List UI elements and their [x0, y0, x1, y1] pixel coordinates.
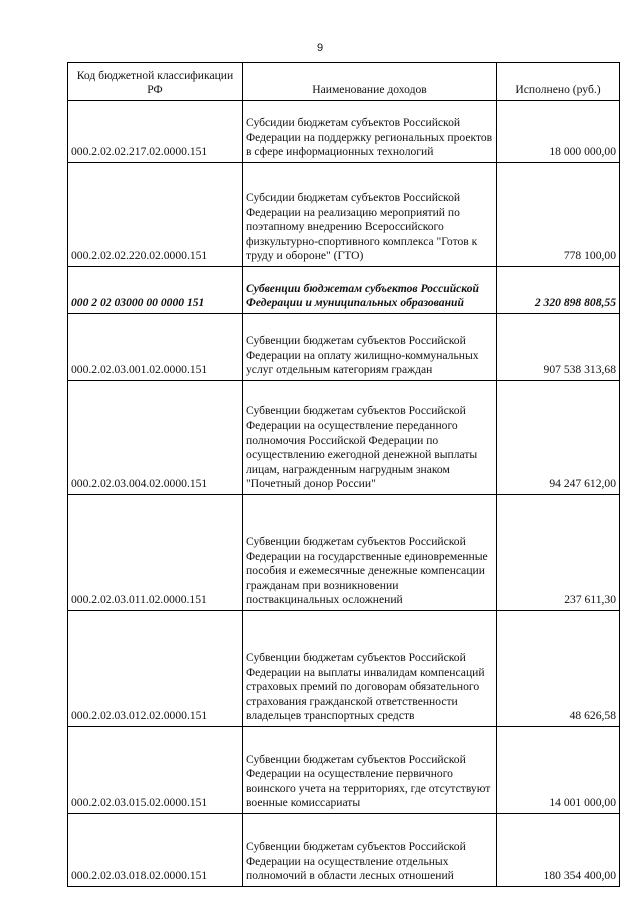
page-number: 9 — [316, 42, 324, 54]
row-code: 000.2.02.03.011.02.0000.151 — [68, 495, 243, 611]
row-code: 000.2.02.03.012.02.0000.151 — [68, 611, 243, 727]
row-amount: 2 320 898 808,55 — [497, 267, 620, 314]
row-amount: 48 626,58 — [497, 611, 620, 727]
table-row — [68, 495, 620, 611]
table-row — [68, 611, 620, 727]
table-body — [68, 101, 620, 887]
row-name-text: Субсидии бюджетам субъектов Российской Федерации на реализацию мероприятий по поэтапному внедрению Всероссийского физкультурно-спортивного комплекса "Готов к труду и обороне" (ГТО) — [246, 191, 478, 263]
blank-line — [246, 636, 493, 651]
row-amount: 907 538 313,68 — [497, 314, 620, 381]
row-amount: 94 247 612,00 — [497, 381, 620, 495]
row-name — [243, 314, 497, 381]
row-amount: 180 354 400,00 — [497, 814, 620, 887]
table-row — [68, 314, 620, 381]
row-amount: 778 100,00 — [497, 163, 620, 267]
row-name-text: Субвенции бюджетам субъектов Российской Федерации на осуществление отдельных полномочий в области лесных отношений — [246, 840, 466, 883]
row-name — [243, 163, 497, 267]
blank-line — [246, 520, 493, 535]
row-amount: 18 000 000,00 — [497, 101, 620, 163]
blank-line — [246, 176, 493, 191]
row-code: 000.2.02.03.015.02.0000.151 — [68, 727, 243, 814]
table-header-row — [68, 63, 620, 101]
header-code: Код бюджетной классификации РФ — [68, 63, 243, 101]
row-name-text: Субвенции бюджетам субъектов Российской Федерации на государственные единовременные пособия и ежемесячные денежные компенсации гражданам при возникновении поствакцинальных осложнений — [246, 535, 488, 607]
row-name — [243, 495, 497, 611]
row-code: 000.2.02.03.001.02.0000.151 — [68, 314, 243, 381]
row-amount: 237 611,30 — [497, 495, 620, 611]
header-amount: Исполнено (руб.) — [497, 63, 620, 101]
row-name — [243, 611, 497, 727]
blank-line — [246, 738, 493, 753]
table-row — [68, 101, 620, 163]
row-code: 000.2.02.02.220.02.0000.151 — [68, 163, 243, 267]
header-name: Наименование доходов — [243, 63, 497, 101]
row-name — [243, 727, 497, 814]
row-code: 000.2.02.03.004.02.0000.151 — [68, 381, 243, 495]
row-name-text: Субвенции бюджетам субъектов Российской Федерации и муниципальных образований — [246, 281, 479, 310]
row-name-text: Субвенции бюджетам субъектов Российской Федерации на осуществление первичного воинского учета на территориях, где отсутствуют военные комиссариаты — [246, 752, 491, 810]
row-name — [243, 814, 497, 887]
table-row — [68, 814, 620, 887]
row-code: 000.2.02.03.018.02.0000.151 — [68, 814, 243, 887]
table-row — [68, 267, 620, 314]
row-name-text: Субвенции бюджетам субъектов Российской Федерации на осуществление переданного полномочия Российской Федерации по осуществлению ежегодной денежной выплаты лицам, награжденным нагрудным знаком "Почетный донор России" — [246, 404, 478, 491]
row-amount: 14 001 000,00 — [497, 727, 620, 814]
blank-line — [246, 390, 493, 405]
blank-line — [246, 826, 493, 841]
row-name-text: Субвенции бюджетам субъектов Российской Федерации на выплаты инвалидам компенсаций страховых премий по договорам обязательного страхования гражданской ответственности владельцев транспортных средств — [246, 651, 485, 723]
row-code: 000.2.02.02.217.02.0000.151 — [68, 101, 243, 163]
row-name — [243, 101, 497, 163]
revenue-table — [67, 62, 620, 887]
table-row — [68, 163, 620, 267]
row-name-text: Субсидии бюджетам субъектов Российской Федерации на поддержку региональных проектов в сфере информационных технологий — [246, 116, 493, 159]
table-row — [68, 727, 620, 814]
row-name — [243, 267, 497, 314]
row-code: 000 2 02 03000 00 0000 151 — [68, 267, 243, 314]
table-row — [68, 381, 620, 495]
row-name-text: Субвенции бюджетам субъектов Российской Федерации на оплату жилищно-коммунальных услуг отдельным категориям граждан — [246, 334, 479, 377]
row-name — [243, 381, 497, 495]
